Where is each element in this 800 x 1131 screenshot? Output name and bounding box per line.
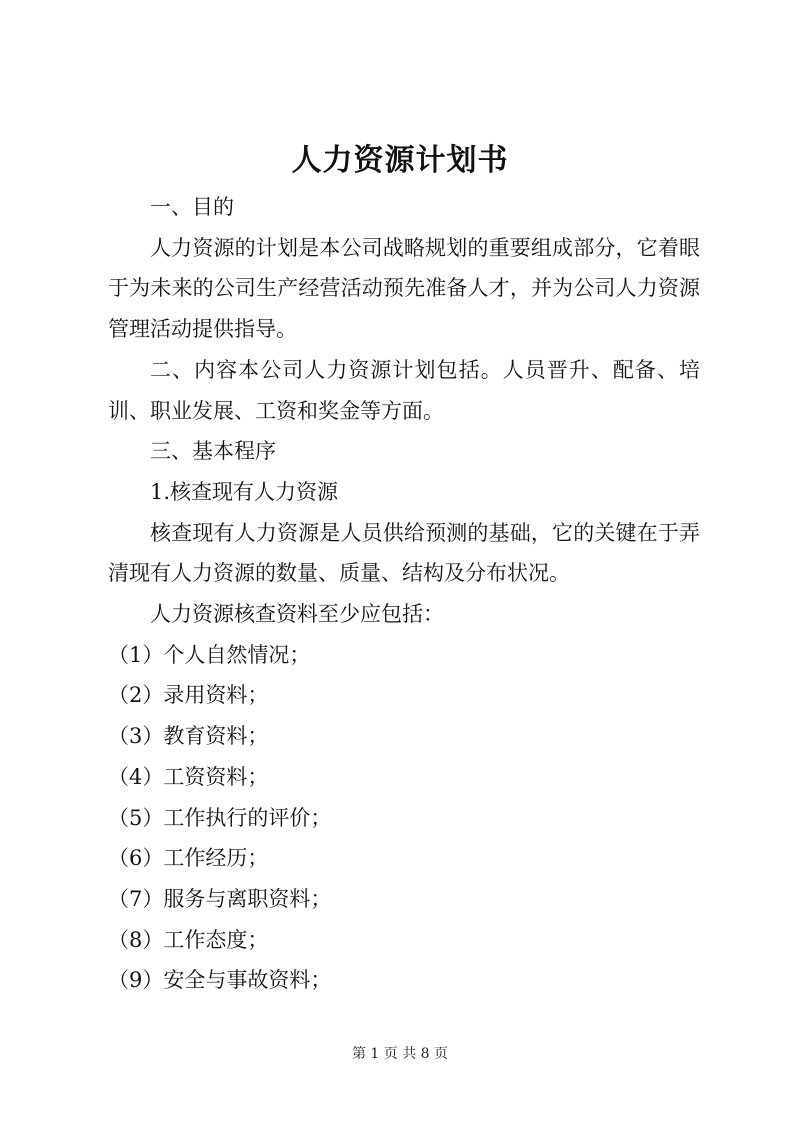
paragraph-materials-intro: 人力资源核查资料至少应包括： <box>150 602 444 627</box>
list-item: （9）安全与事故资料； <box>108 968 332 993</box>
list-item: （5）工作执行的评价； <box>108 805 332 830</box>
list-item: （4）工资资料； <box>108 764 269 789</box>
list-item: （2）录用资料； <box>108 683 269 708</box>
list-item: （1）个人自然情况； <box>108 642 311 667</box>
document-title: 人力资源计划书 <box>291 143 509 178</box>
page-footer: 第 1 页 共 8 页 <box>351 1046 449 1062</box>
document-body <box>108 187 700 1001</box>
paragraph-purpose: 人力资源的计划是本公司战略规划的重要组成部分，它着眼于为未来的公司生产经营活动预先准备人才，并为公司人力资源管理活动提供指导。 <box>108 235 700 342</box>
list-item: （8）工作态度； <box>108 927 269 952</box>
list-item: （3）教育资料； <box>108 724 269 749</box>
list-item: （7）服务与离职资料； <box>108 886 332 911</box>
section-heading-purpose: 一、目的 <box>150 195 234 219</box>
paragraph-content: 二、内容本公司人力资源计划包括。人员晋升、配备、培训、职业发展、工资和奖金等方面。 <box>108 357 700 423</box>
list-item: （6）工作经历； <box>108 846 269 871</box>
subheading-check-resources: 1.核查现有人力资源 <box>150 479 339 504</box>
paragraph-check-resources: 核查现有人力资源是人员供给预测的基础，它的关键在于弄清现有人力资源的数量、质量、结构及分布状况。 <box>108 520 700 586</box>
section-heading-procedure: 三、基本程序 <box>150 439 276 464</box>
